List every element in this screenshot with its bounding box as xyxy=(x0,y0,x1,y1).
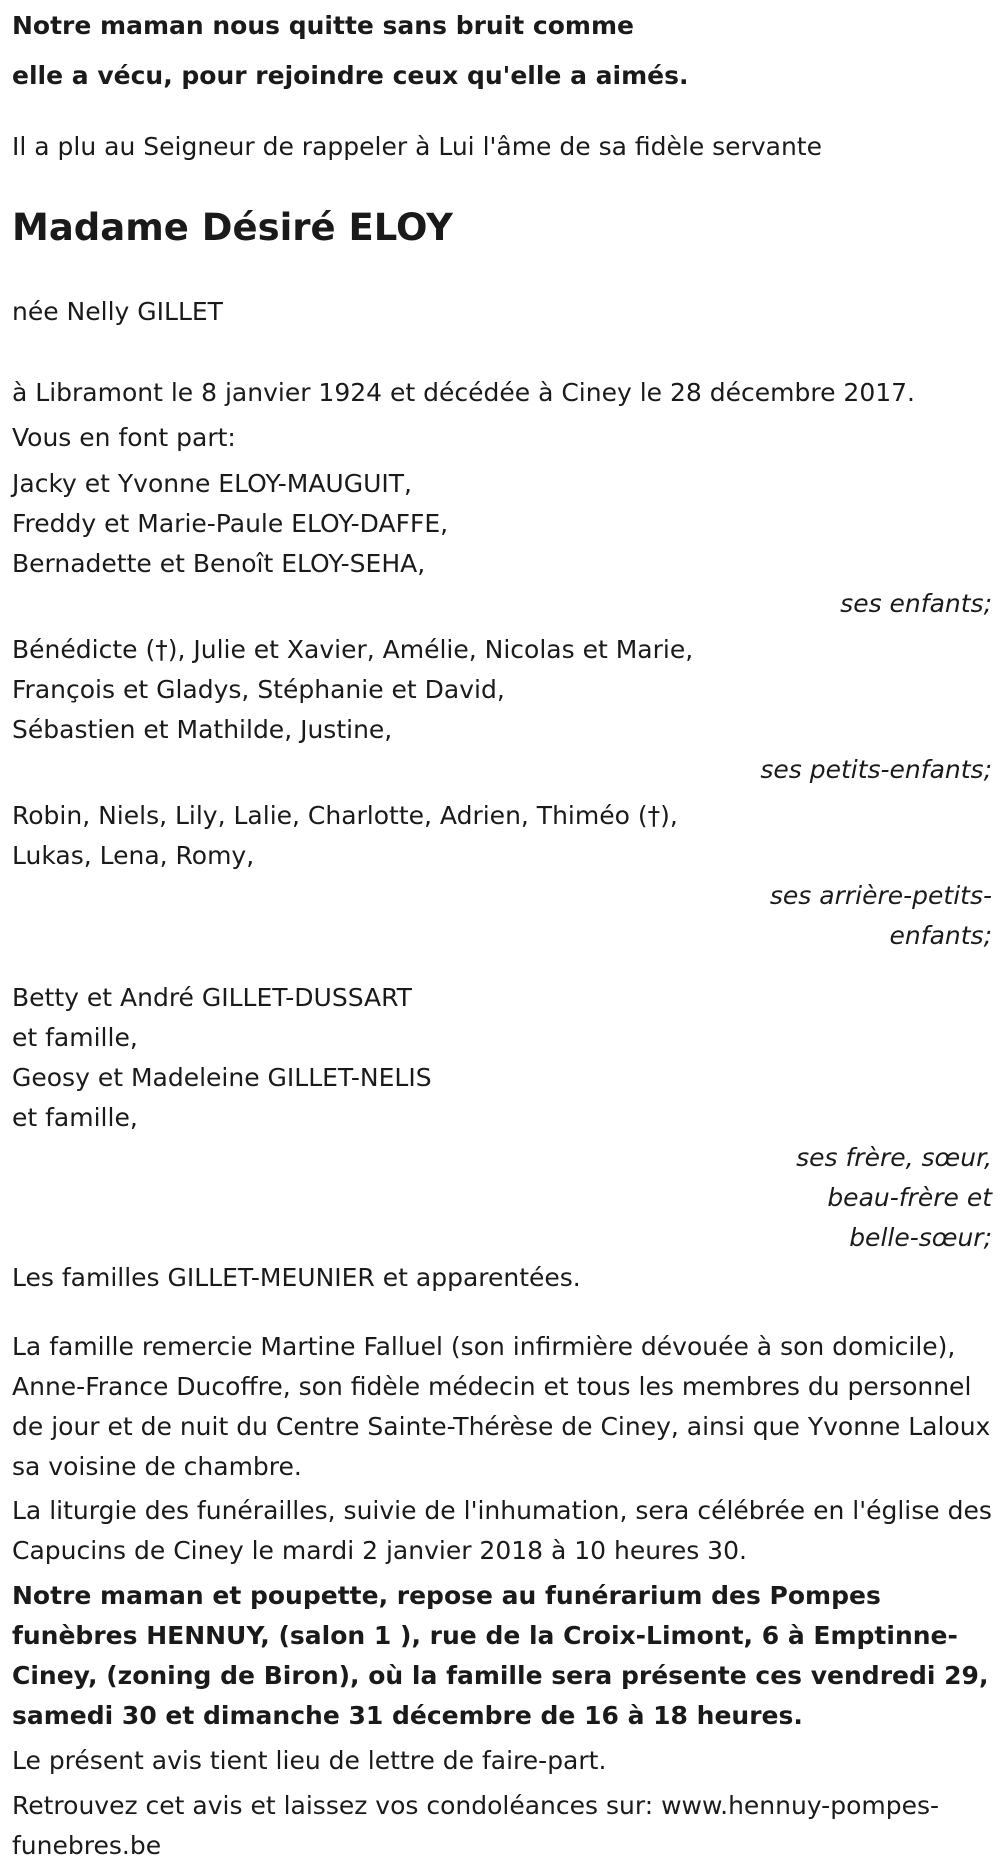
great-grandchildren-group xyxy=(12,796,994,956)
grandchildren-name-line: Bénédicte (†), Julie et Xavier, Amélie, Nicolas et Marie, xyxy=(12,635,694,664)
children-group xyxy=(12,464,994,624)
children-relation-line: ses enfants; xyxy=(840,589,992,618)
announce-text: Vous en font part: xyxy=(12,423,236,452)
siblings-group xyxy=(12,978,994,1258)
extended-families: Les familles GILLET-MEUNIER et apparentées. xyxy=(12,1263,581,1292)
funerarium-paragraph: Notre maman et poupette, repose au funérarium des Pompes funèbres HENNUY, (salon 1 ), rue de la Croix-Limont, 6 à Emptinne-Ciney, (zoning de Biron), où la famille sera présente ces vendredi 29, samedi 30 et dimanche 31 décembre de 16 à 18 heures. xyxy=(12,1581,989,1730)
maiden-name: née Nelly GILLET xyxy=(12,297,223,326)
siblings-name-line: et famille, xyxy=(12,1103,138,1132)
liturgy-paragraph: La liturgie des funérailles, suivie de l'inhumation, sera célébrée en l'église des Capucins de Ciney le mardi 2 janvier 2018 à 10 heures 30. xyxy=(12,1496,992,1565)
great-grandchildren-relation xyxy=(12,876,994,956)
grandchildren-group xyxy=(12,630,994,790)
notice-text: Le présent avis tient lieu de lettre de faire-part. xyxy=(12,1746,607,1775)
opening-quote xyxy=(12,0,994,101)
great-grandchildren-relation-line: enfants; xyxy=(889,921,992,950)
grandchildren-name-line: Sébastien et Mathilde, Justine, xyxy=(12,715,393,744)
children-name-line: Freddy et Marie-Paule ELOY-DAFFE, xyxy=(12,509,449,538)
siblings-name-line: Geosy et Madeleine GILLET-NELIS xyxy=(12,1063,432,1092)
thanks-paragraph: La famille remercie Martine Falluel (son infirmière dévouée à son domicile), Anne-France Ducoffre, son fidèle médecin et tous les membres du personnel de jour et de nuit du Centre Sainte-Thérèse de Ciney, ainsi que Yvonne Laloux sa voisine de chambre. xyxy=(12,1332,991,1481)
opening-quote-line-1: Notre maman nous quitte sans bruit comme xyxy=(12,11,634,40)
siblings-name-line: et famille, xyxy=(12,1023,138,1052)
birth-death-text: à Libramont le 8 janvier 1924 et décédée à Ciney le 28 décembre 2017. xyxy=(12,378,915,407)
great-grandchildren-name-line: Lukas, Lena, Romy, xyxy=(12,841,255,870)
siblings-relation xyxy=(12,1138,994,1258)
grandchildren-name-line: François et Gladys, Stéphanie et David, xyxy=(12,675,505,704)
deceased-name: Madame Désiré ELOY xyxy=(12,206,453,249)
siblings-relation-line: beau-frère et xyxy=(827,1183,992,1212)
opening-quote-line-2: elle a vécu, pour rejoindre ceux qu'elle a aimés. xyxy=(12,61,689,90)
grandchildren-relation xyxy=(12,750,994,790)
children-name-line: Bernadette et Benoît ELOY-SEHA, xyxy=(12,549,426,578)
children-relation xyxy=(12,584,994,624)
condolences-text: Retrouvez cet avis et laissez vos condoléances sur: www.hennuy-pompes-funebres.be xyxy=(12,1791,940,1860)
siblings-relation-line: ses frère, sœur, xyxy=(796,1143,992,1172)
obituary-column xyxy=(12,0,994,1866)
great-grandchildren-relation-line: ses arrière-petits- xyxy=(769,881,992,910)
great-grandchildren-name-line: Robin, Niels, Lily, Lalie, Charlotte, Adrien, Thiméo (†), xyxy=(12,801,678,830)
siblings-relation-line: belle-sœur; xyxy=(849,1223,992,1252)
grandchildren-relation-line: ses petits-enfants; xyxy=(760,755,992,784)
siblings-name-line: Betty et André GILLET-DUSSART xyxy=(12,983,412,1012)
intro-text: Il a plu au Seigneur de rappeler à Lui l'âme de sa fidèle servante xyxy=(12,132,822,161)
children-name-line: Jacky et Yvonne ELOY-MAUGUIT, xyxy=(12,469,412,498)
